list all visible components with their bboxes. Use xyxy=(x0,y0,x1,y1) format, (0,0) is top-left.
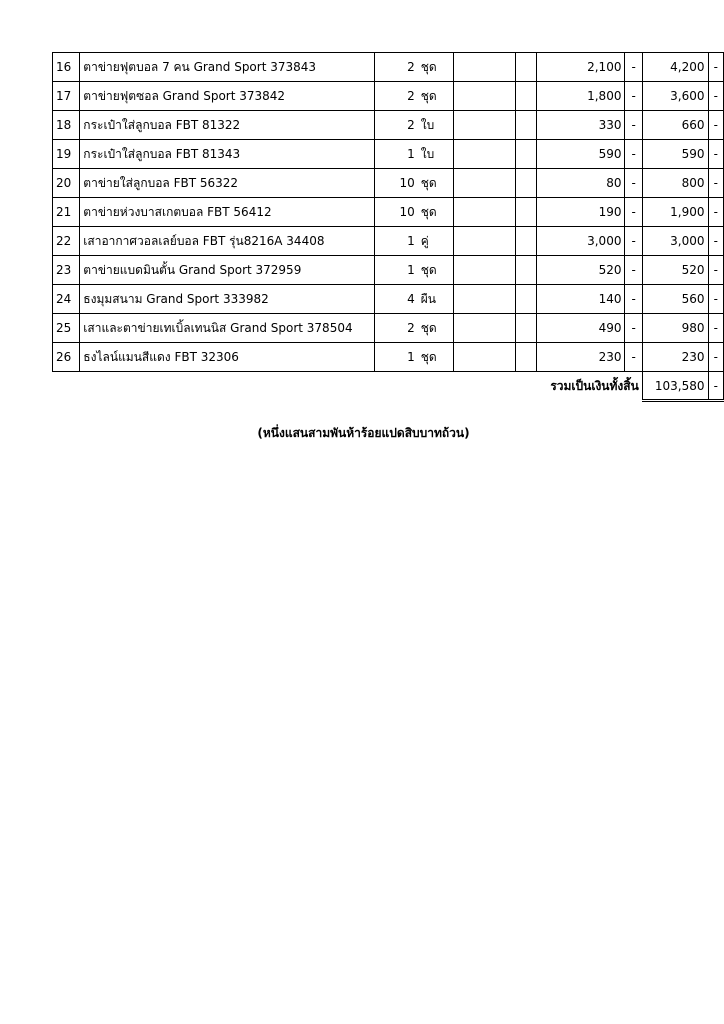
item-name: กระเป๋าใส่ลูกบอล FBT 81343 xyxy=(80,140,374,169)
item-name: เสาและตาข่ายเทเบิ้ลเทนนิส Grand Sport 378504 xyxy=(80,314,374,343)
item-quantity: 10 xyxy=(399,175,415,190)
empty-cell xyxy=(516,227,537,256)
item-number: 26 xyxy=(53,343,80,372)
empty-cell xyxy=(453,198,515,227)
empty-cell xyxy=(516,256,537,285)
item-number: 21 xyxy=(53,198,80,227)
item-unit-price-dash: - xyxy=(625,227,642,256)
item-unit-price: 2,100 xyxy=(536,53,625,82)
item-number: 18 xyxy=(53,111,80,140)
item-name: ธงไลน์แมนสีแดง FBT 32306 xyxy=(80,343,374,372)
item-quantity: 2 xyxy=(407,117,415,132)
item-total-dash: - xyxy=(708,227,723,256)
item-total: 560 xyxy=(642,285,708,314)
item-unit-price-dash: - xyxy=(625,53,642,82)
item-name: ตาข่ายฟุตซอล Grand Sport 373842 xyxy=(80,82,374,111)
empty-cell xyxy=(516,285,537,314)
item-unit-price-dash: - xyxy=(625,285,642,314)
item-quantity-cell xyxy=(374,256,453,285)
item-quantity: 2 xyxy=(407,88,415,103)
item-total-dash: - xyxy=(708,53,723,82)
item-total: 230 xyxy=(642,343,708,372)
item-quantity-cell xyxy=(374,285,453,314)
table-row xyxy=(53,256,724,285)
empty-cell xyxy=(516,169,537,198)
item-unit: ชุด xyxy=(420,349,437,364)
item-total-dash: - xyxy=(708,256,723,285)
item-unit-price: 230 xyxy=(536,343,625,372)
item-quantity-cell xyxy=(374,53,453,82)
item-number: 16 xyxy=(53,53,80,82)
item-quantity: 1 xyxy=(407,349,415,364)
item-quantity-cell xyxy=(374,169,453,198)
empty-cell xyxy=(516,82,537,111)
item-unit-price-dash: - xyxy=(625,82,642,111)
table-row xyxy=(53,198,724,227)
item-total: 980 xyxy=(642,314,708,343)
item-quantity: 2 xyxy=(407,320,415,335)
item-name: ธงมุมสนาม Grand Sport 333982 xyxy=(80,285,374,314)
item-total-dash: - xyxy=(708,285,723,314)
amount-in-words: (หนึ่งแสนสามพันห้าร้อยแปดสิบบาทถ้วน) xyxy=(257,426,470,440)
table-row xyxy=(53,227,724,256)
item-quantity: 2 xyxy=(407,59,415,74)
empty-cell xyxy=(453,140,515,169)
item-unit: ชุด xyxy=(420,262,437,277)
item-unit-price: 1,800 xyxy=(536,82,625,111)
item-quantity: 10 xyxy=(399,204,415,219)
item-unit: ชุด xyxy=(420,204,437,219)
table-row xyxy=(53,285,724,314)
item-quantity: 4 xyxy=(407,291,415,306)
item-quantity: 1 xyxy=(407,233,415,248)
empty-cell xyxy=(516,53,537,82)
empty-cell xyxy=(453,111,515,140)
item-unit-price: 3,000 xyxy=(536,227,625,256)
item-unit-price-dash: - xyxy=(625,169,642,198)
item-unit-price: 590 xyxy=(536,140,625,169)
item-unit-price: 140 xyxy=(536,285,625,314)
empty-cell xyxy=(453,82,515,111)
item-total: 520 xyxy=(642,256,708,285)
empty-cell xyxy=(516,198,537,227)
item-unit: คู่ xyxy=(420,233,429,248)
item-total: 800 xyxy=(642,169,708,198)
empty-cell xyxy=(453,256,515,285)
item-total-dash: - xyxy=(708,198,723,227)
item-unit-price: 490 xyxy=(536,314,625,343)
item-quantity-cell xyxy=(374,314,453,343)
table-row xyxy=(53,169,724,198)
item-total-dash: - xyxy=(708,343,723,372)
empty-cell xyxy=(453,343,515,372)
item-name: กระเป๋าใส่ลูกบอล FBT 81322 xyxy=(80,111,374,140)
empty-cell xyxy=(516,111,537,140)
empty-cell xyxy=(516,140,537,169)
item-unit-price-dash: - xyxy=(625,140,642,169)
item-total-dash: - xyxy=(708,140,723,169)
item-unit: ชุด xyxy=(420,320,437,335)
item-quantity: 1 xyxy=(407,262,415,277)
item-quantity-cell xyxy=(374,111,453,140)
item-quantity-cell xyxy=(374,343,453,372)
item-unit: ชุด xyxy=(420,175,437,190)
grand-total-label: รวมเป็นเงินทั้งสิ้น xyxy=(550,378,639,393)
item-quantity-cell xyxy=(374,140,453,169)
item-total: 660 xyxy=(642,111,708,140)
table-row xyxy=(53,314,724,343)
item-number: 23 xyxy=(53,256,80,285)
item-name: เสาอากาศวอลเลย์บอล FBT รุ่น8216A 34408 xyxy=(80,227,374,256)
item-name: ตาข่ายห่วงบาสเกตบอล FBT 56412 xyxy=(80,198,374,227)
item-total: 1,900 xyxy=(642,198,708,227)
item-unit-price: 190 xyxy=(536,198,625,227)
item-total: 4,200 xyxy=(642,53,708,82)
table-row xyxy=(53,343,724,372)
item-number: 20 xyxy=(53,169,80,198)
item-number: 24 xyxy=(53,285,80,314)
item-total-dash: - xyxy=(708,314,723,343)
item-unit: ชุด xyxy=(420,88,437,103)
table-row xyxy=(53,82,724,111)
item-unit-price-dash: - xyxy=(625,198,642,227)
items-table-body xyxy=(53,53,724,372)
item-unit-price: 330 xyxy=(536,111,625,140)
empty-cell xyxy=(453,285,515,314)
empty-cell xyxy=(453,169,515,198)
item-number: 22 xyxy=(53,227,80,256)
item-unit-price: 80 xyxy=(536,169,625,198)
item-total-dash: - xyxy=(708,82,723,111)
empty-cell xyxy=(453,53,515,82)
item-unit: ชุด xyxy=(420,59,437,74)
item-quantity-cell xyxy=(374,227,453,256)
item-number: 17 xyxy=(53,82,80,111)
items-table xyxy=(52,52,724,402)
item-total-dash: - xyxy=(708,111,723,140)
table-row xyxy=(53,140,724,169)
item-total: 3,600 xyxy=(642,82,708,111)
item-quantity-cell xyxy=(374,82,453,111)
grand-total-amount: 103,580 xyxy=(642,372,708,401)
grand-total-row xyxy=(53,372,724,401)
empty-cell xyxy=(516,314,537,343)
item-number: 25 xyxy=(53,314,80,343)
empty-cell xyxy=(453,314,515,343)
empty-cell xyxy=(453,227,515,256)
table-row xyxy=(53,53,724,82)
empty-cell xyxy=(516,343,537,372)
item-name: ตาข่ายแบดมินตั้น Grand Sport 372959 xyxy=(80,256,374,285)
item-unit: ใบ xyxy=(420,117,435,132)
item-unit-price-dash: - xyxy=(625,314,642,343)
item-unit-price: 520 xyxy=(536,256,625,285)
item-unit: ผืน xyxy=(420,291,436,306)
item-name: ตาข่ายใส่ลูกบอล FBT 56322 xyxy=(80,169,374,198)
item-total: 3,000 xyxy=(642,227,708,256)
grand-total-dash: - xyxy=(708,372,723,401)
item-unit-price-dash: - xyxy=(625,343,642,372)
item-unit: ใบ xyxy=(420,146,435,161)
item-name: ตาข่ายฟุตบอล 7 คน Grand Sport 373843 xyxy=(80,53,374,82)
item-total: 590 xyxy=(642,140,708,169)
item-quantity: 1 xyxy=(407,146,415,161)
item-unit-price-dash: - xyxy=(625,111,642,140)
item-unit-price-dash: - xyxy=(625,256,642,285)
item-quantity-cell xyxy=(374,198,453,227)
table-row xyxy=(53,111,724,140)
item-total-dash: - xyxy=(708,169,723,198)
item-number: 19 xyxy=(53,140,80,169)
